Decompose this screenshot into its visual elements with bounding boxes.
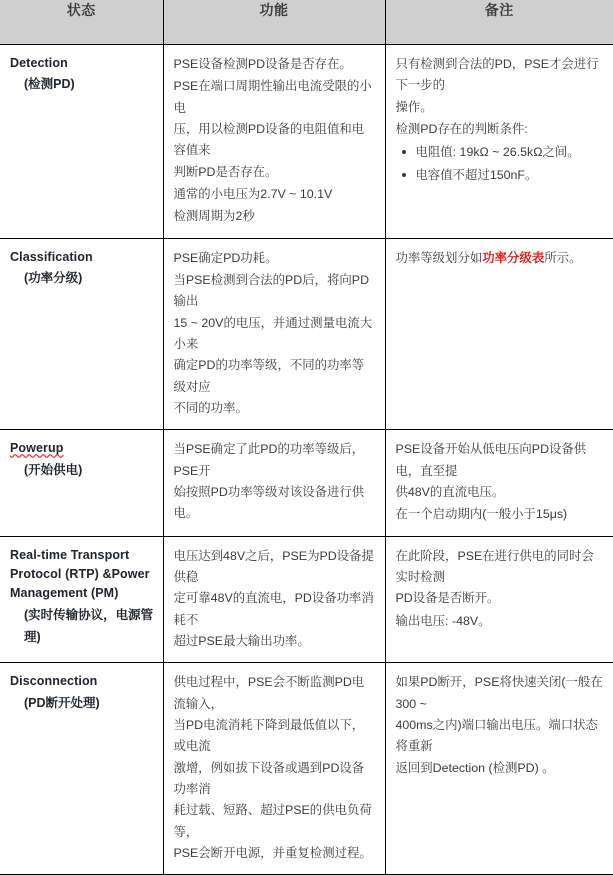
function-cell bbox=[163, 238, 385, 430]
state-name-en: Real-time Transport Protocol (RTP) &Power Management (PM) bbox=[10, 547, 150, 601]
remark-text-suffix: 所示。 bbox=[544, 250, 582, 265]
state-name-cn: (检测PD) bbox=[24, 77, 75, 92]
function-line: 耗过载、短路、超过PSE的供电负荷等， bbox=[173, 803, 372, 839]
remark-text-prefix: 功率等级划分如 bbox=[395, 250, 483, 265]
function-line: 15 ~ 20V的电压，并通过测量电流大小来 bbox=[173, 315, 373, 351]
table-row bbox=[0, 536, 613, 663]
table-row bbox=[0, 45, 613, 239]
table-row bbox=[0, 663, 613, 875]
state-name-cn: (开始供电) bbox=[24, 462, 83, 477]
remark-cell bbox=[385, 536, 613, 663]
function-line: 检测周期为2秒 bbox=[173, 209, 255, 224]
table-row bbox=[0, 430, 613, 536]
table-row bbox=[0, 238, 613, 430]
table-header bbox=[0, 0, 613, 45]
function-line: 通常的小电压为2.7V ~ 10.1V bbox=[173, 186, 333, 201]
remark-line: 操作。 bbox=[395, 99, 433, 114]
function-line: 确定PD的功率等级，不同的功率等级对应 bbox=[173, 358, 365, 394]
remark-line: 只有检测到合法的PD，PSE才会进行下一步的 bbox=[395, 57, 599, 93]
power-class-table-reference[interactable]: 功率分级表 bbox=[482, 250, 545, 265]
column-header-remark: 备注 bbox=[385, 0, 613, 45]
remark-line: 400ms之内)端口输出电压。端口状态将重新 bbox=[395, 717, 598, 754]
remark-line: PD设备是否断开。 bbox=[395, 591, 500, 606]
remark-line: 在此阶段，PSE在进行供电的同时会实时检测 bbox=[395, 548, 594, 584]
table-body bbox=[0, 45, 613, 875]
function-line: 电压达到48V之后，PSE为PD设备提供稳 bbox=[173, 548, 374, 584]
function-line: 供电过程中，PSE会不断监测PD电流输入， bbox=[173, 675, 365, 711]
column-header-state: 状态 bbox=[0, 0, 163, 45]
remark-line: 输出电压: -48V。 bbox=[395, 613, 491, 628]
function-line: 激增，例如拔下设备或遇到PD设备功率消 bbox=[173, 760, 365, 796]
list-item: 电阻值: 19kΩ ~ 26.5kΩ之间。 bbox=[396, 141, 605, 164]
state-name-cn: (功率分级) bbox=[24, 271, 83, 285]
state-cell bbox=[0, 238, 163, 430]
remark-line: PSE设备开始从低电压向PD设备供电，直至提 bbox=[395, 442, 587, 478]
function-line: 当PD电流消耗下降到最低值以下，或电流 bbox=[173, 717, 365, 754]
function-line: PSE在端口周期性输出电流受限的小电 bbox=[173, 79, 372, 115]
function-cell bbox=[163, 536, 385, 663]
remark-cell bbox=[385, 238, 613, 430]
remark-line: 返回到Detection (检测PD) 。 bbox=[395, 760, 555, 775]
function-cell bbox=[163, 663, 385, 875]
state-name-cn: (实时传输协议，电源管理) bbox=[24, 607, 154, 645]
state-name-en: Powerup bbox=[10, 441, 64, 456]
function-line: 定可靠48V的直流电，PD设备功率消耗不 bbox=[173, 591, 374, 627]
function-line: 压，用以检测PD设备的电阻值和电容值来 bbox=[173, 121, 365, 158]
state-name-en: Classification bbox=[10, 249, 93, 264]
column-header-function: 功能 bbox=[163, 0, 385, 45]
remark-line bbox=[396, 248, 605, 269]
list-item: 电容值不超过150nF。 bbox=[396, 164, 605, 187]
function-line: 不同的功率。 bbox=[173, 400, 248, 415]
state-cell bbox=[0, 536, 163, 663]
function-cell bbox=[163, 45, 385, 239]
function-cell bbox=[163, 430, 385, 536]
function-line: 当PSE确定了此PD的功率等级后，PSE开 bbox=[173, 442, 365, 478]
remark-line: 如果PD断开，PSE将快速关闭(一般在300 ~ bbox=[395, 675, 603, 711]
remark-cell bbox=[385, 45, 613, 239]
function-line: 判断PD是否存在。 bbox=[173, 164, 278, 179]
function-line: 当PSE检测到合法的PD后，将向PD输出 bbox=[173, 272, 370, 309]
function-line: 超过PSE最大输出功率。 bbox=[173, 633, 310, 648]
table-header-row bbox=[0, 0, 613, 45]
state-name-en: Detection bbox=[10, 56, 68, 70]
state-cell bbox=[0, 430, 163, 536]
function-line: PSE确定PD功耗。 bbox=[173, 250, 278, 265]
remark-line: 在一个启动期内(一般小于15μs) bbox=[395, 507, 568, 522]
condition-list bbox=[396, 141, 605, 187]
remark-line: 检测PD存在的判断条件: bbox=[395, 121, 528, 136]
remark-cell bbox=[385, 430, 613, 536]
remark-line: 供48V的直流电压。 bbox=[395, 484, 505, 499]
function-line: PSE设备检测PD设备是否存在。 bbox=[173, 57, 352, 71]
state-cell bbox=[0, 45, 163, 239]
function-line: PSE会断开电源，并重复检测过程。 bbox=[173, 845, 372, 860]
state-name-cn: (PD断开处理) bbox=[24, 695, 100, 710]
state-name-en: Disconnection bbox=[10, 674, 98, 689]
remark-cell bbox=[385, 663, 613, 875]
state-cell bbox=[0, 663, 163, 875]
function-line: 始按照PD功率等级对该设备进行供电。 bbox=[173, 484, 365, 521]
